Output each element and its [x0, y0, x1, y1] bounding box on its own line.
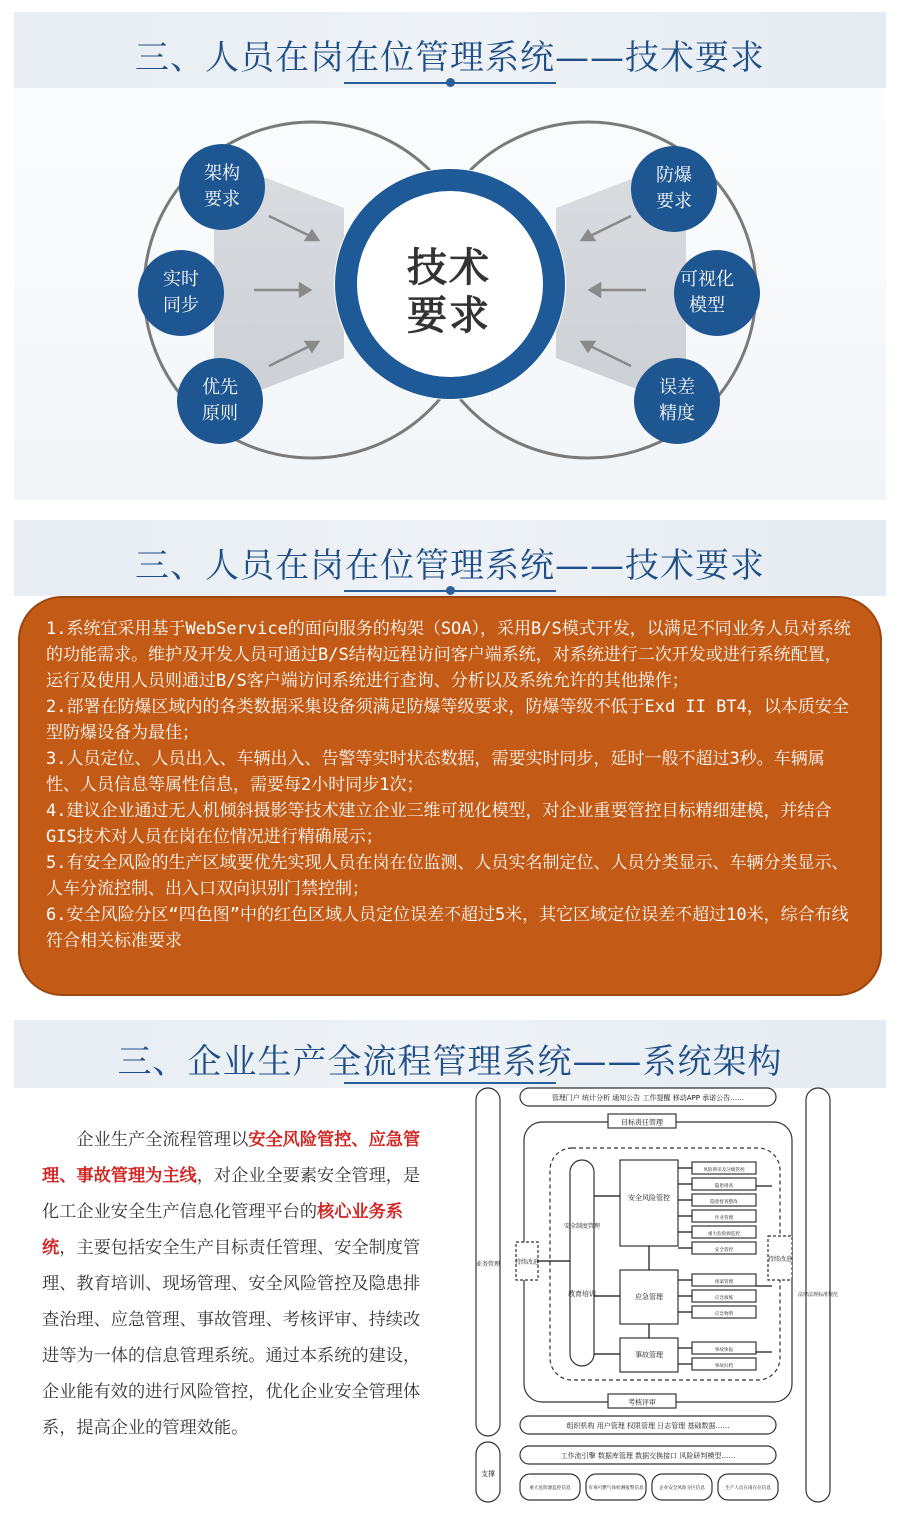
portal-label: 管理门户 统计分析 通知公告 工作提醒 移动APP 承诺公告…… — [551, 1094, 745, 1102]
slide-title: 三、人员在岗在位管理系统——技术要求 — [135, 38, 765, 78]
slide-system-architecture — [14, 1020, 886, 1512]
improve-left-label: 持续改进 — [514, 1259, 540, 1266]
description-highlight-2: 核心业务系统 — [42, 1202, 403, 1258]
description-part-3: ，主要包括安全生产目标责任管理、安全制度管理、教育培训、现场管理、安全风险管控及隐患排查治理、应急管理、事故管理、考核评审、持续改进等为一体的信息管理系统。通过本系统的建设，企业能有效的进行风险管控，优化企业安全管理体系，提高企业的管理效能。 — [42, 1238, 421, 1438]
bubble-visual-model: 可视化 模型 — [674, 250, 760, 336]
svg-text:隐患督查整改: 隐患督查整改 — [710, 1200, 738, 1205]
svg-text:安全管控: 安全管控 — [714, 1248, 734, 1253]
accident-core-label: 事故管理 — [635, 1351, 663, 1359]
svg-text:预案管理: 预案管理 — [714, 1280, 734, 1285]
svg-text:应急演练: 应急演练 — [714, 1296, 734, 1301]
business-label: 业务管理 — [475, 1261, 501, 1268]
dashed-region — [550, 1148, 780, 1380]
slide-tech-requirements-diagram — [14, 12, 886, 500]
system-mgmt-label: 安全制度管理 — [563, 1223, 601, 1230]
flow-loop — [524, 1122, 792, 1402]
base-label-2: 工作流引擎 数据库管理 数据交换接口 风险研判模型…… — [560, 1452, 736, 1460]
support-label: 支撑 — [481, 1470, 495, 1478]
title-underline-dot — [446, 586, 455, 595]
svg-text:风险辨识及分级管控: 风险辨识及分级管控 — [703, 1168, 745, 1173]
system-education-column — [570, 1160, 594, 1366]
slide-header — [14, 1020, 886, 1088]
system-description — [42, 1122, 422, 1446]
svg-text:应急物资: 应急物资 — [714, 1312, 734, 1317]
svg-text:重大危险源监控: 重大危险源监控 — [707, 1232, 741, 1237]
improve-right-label: 持续改进 — [767, 1256, 793, 1263]
center-label-line-2: 要求 — [407, 293, 491, 339]
slide-header — [14, 520, 886, 596]
tech-requirements-diagram — [14, 88, 886, 500]
review-label: 考核评审 — [628, 1398, 656, 1407]
description-part-2: ，对企业全要素安全管理，是化工企业安全生产信息化管理平台的 — [42, 1166, 421, 1222]
requirement-6: 6.安全风险分区“四色图”中的红色区域人员定位误差不超过5米，其它区域定位误差不超过10米，综合布线符合相关标准要求 — [46, 905, 849, 951]
slide-title: 三、企业生产全流程管理系统——系统架构 — [117, 1042, 783, 1082]
svg-text:隐患排查: 隐患排查 — [714, 1184, 734, 1189]
requirement-5: 5.有安全风险的生产区域要优先实现人员在岗在位监测、人员实名制定位、人员分类显示、车辆分类显示、人车分流控制、出入口双向识别门禁控制； — [46, 853, 849, 899]
bubble-accuracy: 误差 精度 — [634, 358, 720, 444]
requirement-1: 1.系统宜采用基于WebService的面向服务的构架（SOA），采用B/S模式开发，以满足不同业务人员对系统的功能需求。维护及开发人员可通过B/S结构远程访问客户端系统，对系统进行二次开发或进行系统配置，运行及使用人员则通过B/S客户端访问系统进行查询、分析以及系统允许的其他操作； — [46, 619, 851, 691]
bubble-priority: 优先 原则 — [177, 358, 263, 444]
center-label — [394, 244, 504, 340]
description-highlight-1: 安全风险管控、应急管理、事故管理为主线 — [42, 1130, 421, 1186]
requirement-4: 4.建议企业通过无人机倾斜摄影等技术建立企业三维可视化模型，对企业重要管控目标精细建模，并结合GIS技术对人员在岗在位情况进行精确展示； — [46, 801, 832, 847]
center-label-line-1: 技术 — [407, 245, 491, 291]
bubble-architecture: 架构 要求 — [179, 144, 265, 230]
bubble-explosion-proof: 防爆 要求 — [631, 146, 717, 232]
architecture-diagram — [472, 1086, 839, 1506]
laws-label: 法律法规标准规范 — [797, 1292, 839, 1298]
requirements-box — [18, 596, 882, 996]
emergency-core-label: 应急管理 — [635, 1293, 663, 1301]
requirement-2: 2.部署在防爆区域内的各类数据采集设备须满足防爆等级要求，防爆等级不低于Exd II BT4，以本质安全型防爆设备为最佳； — [46, 697, 849, 743]
slide-header — [14, 12, 886, 88]
base-label-1: 组织机构 用户管理 权限管理 日志管理 基础数据…… — [566, 1422, 730, 1430]
risk-core-box — [620, 1160, 678, 1246]
support-item-1: 重大危险源监控信息 — [529, 1486, 571, 1491]
risk-core-label: 安全风险管控 — [628, 1194, 670, 1202]
svg-text:作业管理: 作业管理 — [714, 1216, 734, 1221]
requirement-3: 3.人员定位、人员出入、车辆出入、告警等实时状态数据，需要实时同步，延时一般不超过3秒。车辆属性、人员信息等属性信息，需要每2小时同步1次； — [46, 749, 825, 795]
title-underline-dot — [446, 78, 455, 87]
support-item-4: 生产人员在岗在位信息 — [725, 1486, 771, 1491]
svg-text:事故快报: 事故快报 — [714, 1348, 734, 1353]
slide-title: 三、人员在岗在位管理系统——技术要求 — [135, 546, 765, 586]
support-item-3: 企业安全风险分区信息 — [659, 1486, 705, 1491]
support-item-2: 有毒可燃气体检测报警信息 — [588, 1486, 644, 1491]
slide-tech-requirements-text — [14, 520, 886, 1002]
svg-text:事故归档: 事故归档 — [714, 1364, 734, 1369]
target-label: 目标责任管理 — [621, 1118, 663, 1127]
description-part-1: 企业生产全流程管理以 — [76, 1130, 249, 1150]
education-label: 教育培训 — [568, 1290, 596, 1298]
bubble-realtime-sync: 实时 同步 — [138, 250, 224, 336]
title-underline — [344, 1082, 556, 1084]
